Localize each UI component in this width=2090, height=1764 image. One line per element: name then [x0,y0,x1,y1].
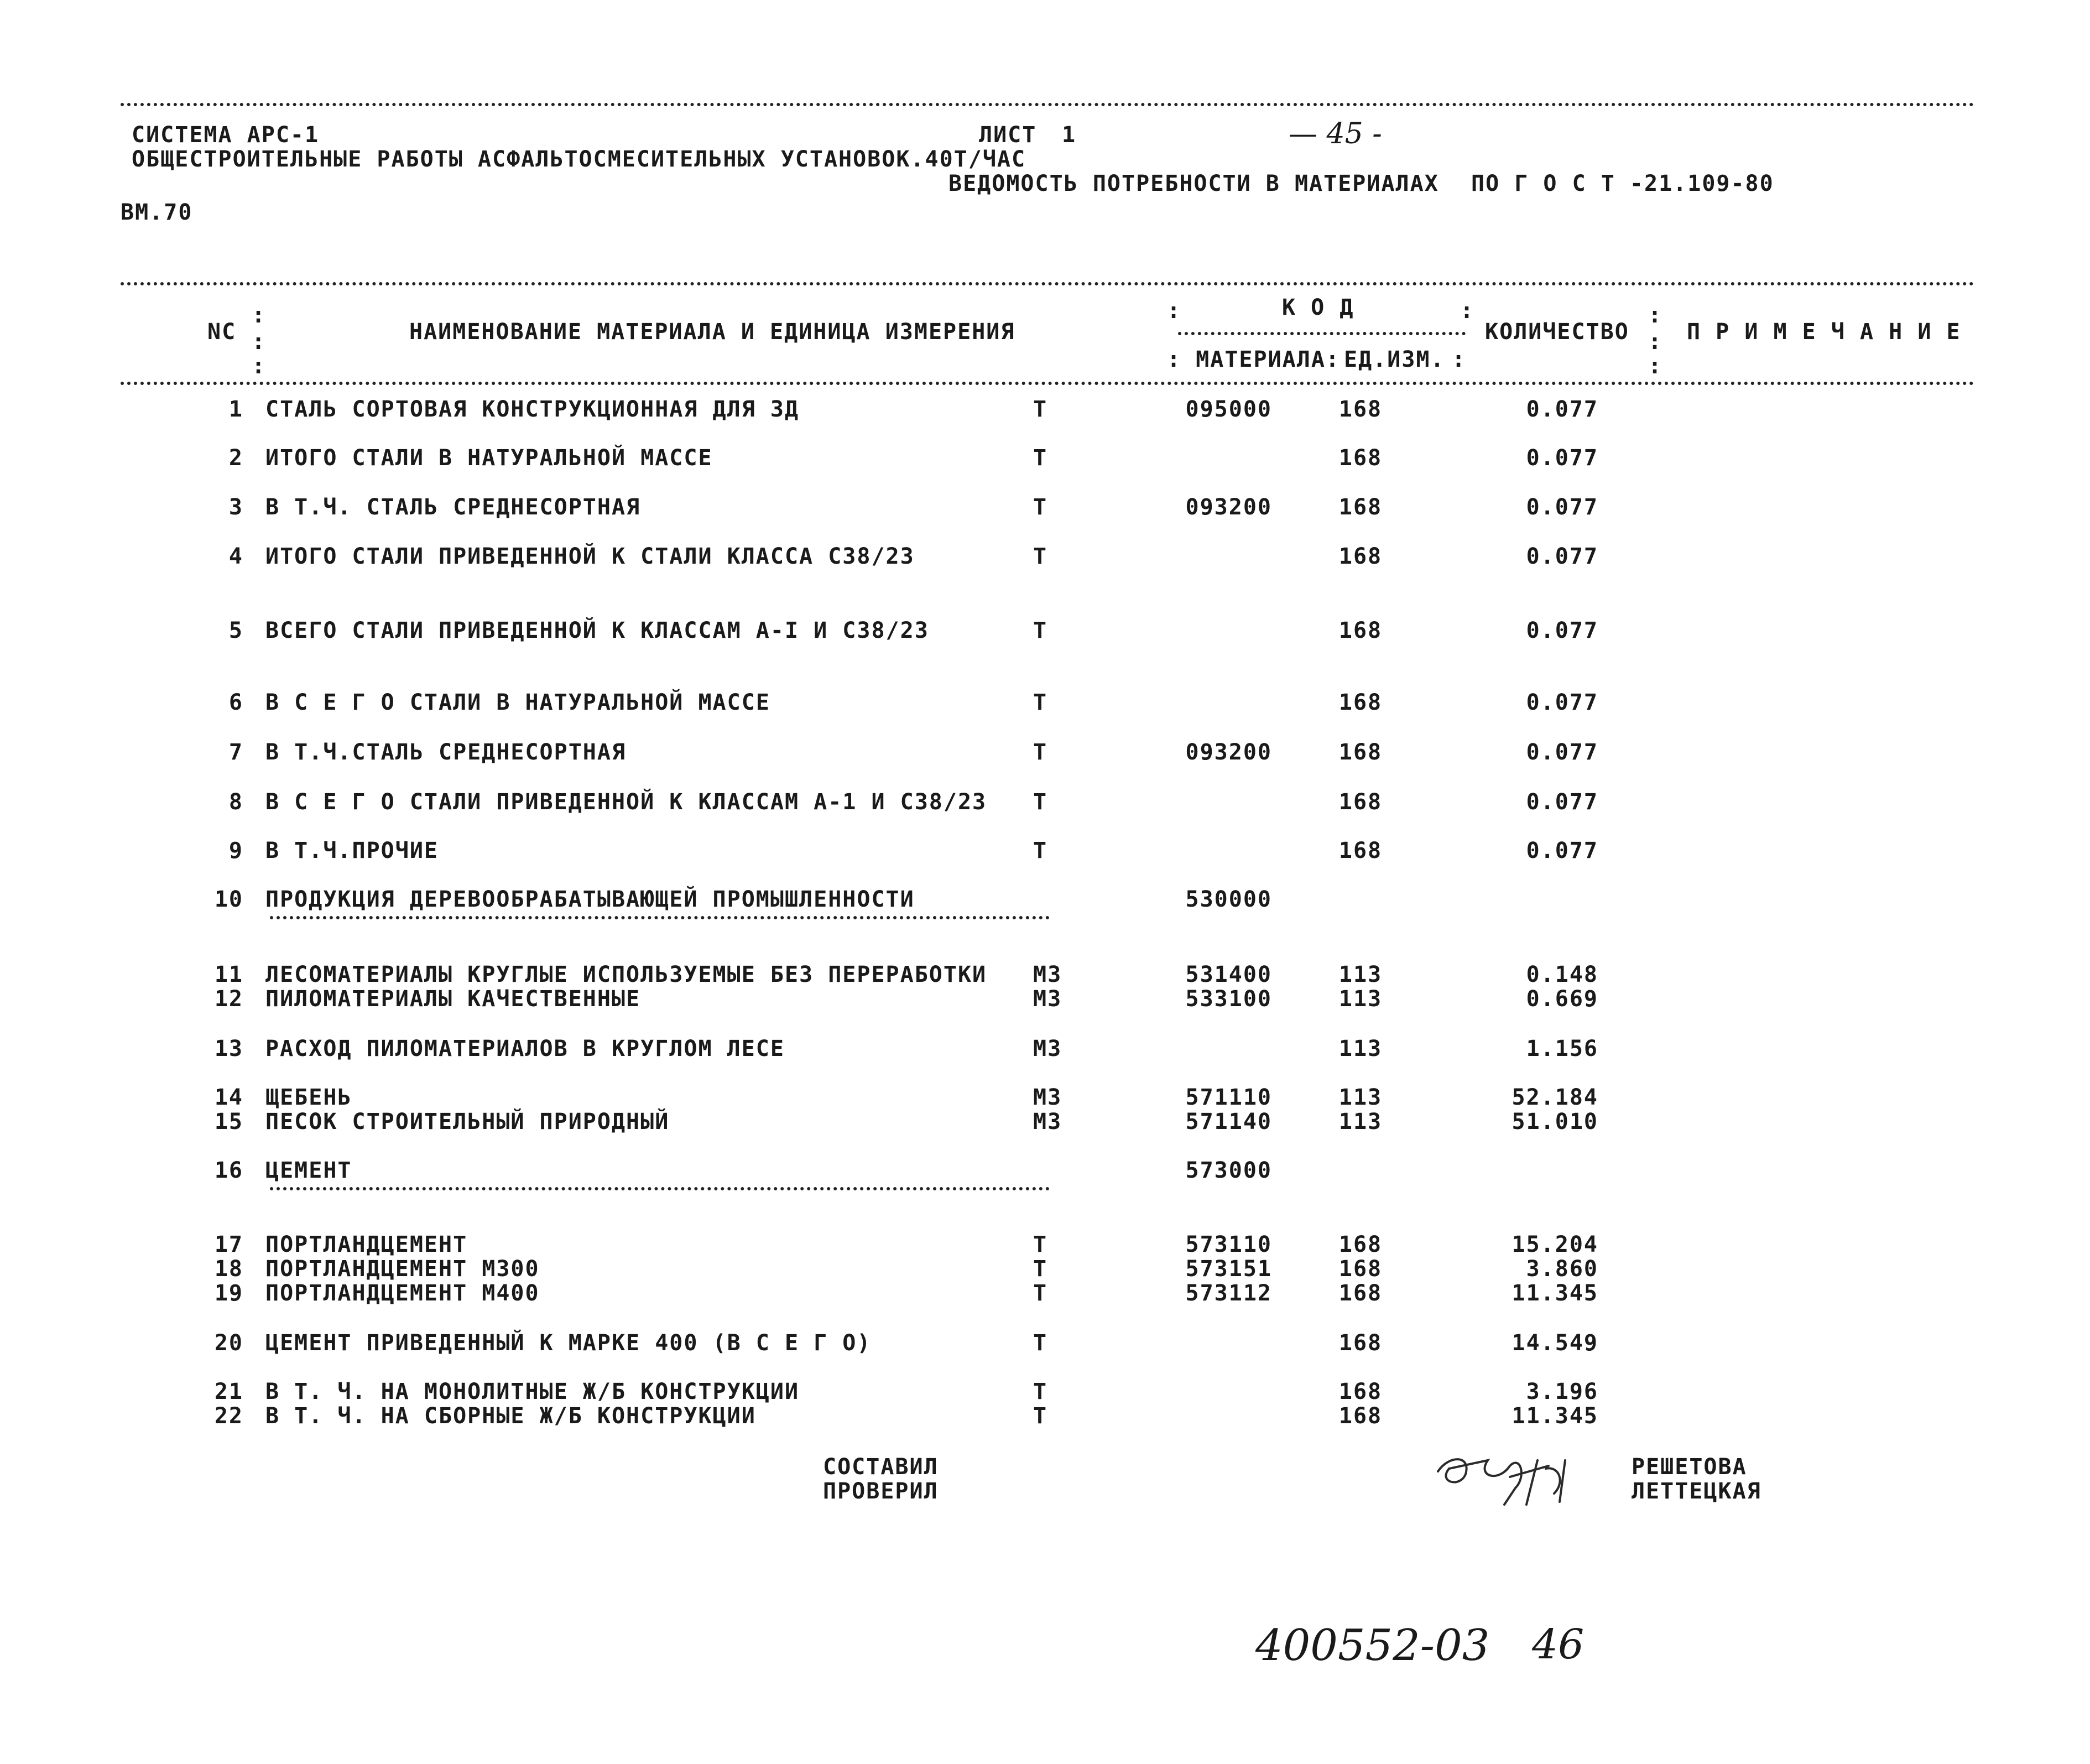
table-header-top-rule [121,282,1974,285]
unit-code: 168 [1338,1330,1383,1356]
material-name: ПРОДУКЦИЯ ДЕРЕВООБРАБАТЫВАЮЩЕЙ ПРОМЫШЛЕННОСТИ [265,887,915,912]
table-row [0,987,2090,1011]
quantity: 0.077 [1526,544,1598,569]
material-code: 573000 [1185,1158,1272,1183]
material-name: РАСХОД ПИЛОМАТЕРИАЛОВ В КРУГЛОМ ЛЕСЕ [265,1036,785,1061]
table-row [0,1110,2090,1134]
material-name: ПОРТЛАНДЦЕМЕНТ [265,1232,468,1257]
table-row [0,544,2090,569]
unit: Т [1033,789,1048,815]
quantity: 0.077 [1526,789,1598,815]
unit-code: 113 [1338,1085,1383,1110]
material-code: 093200 [1185,740,1272,765]
table-row [0,397,2090,422]
quantity: 0.148 [1526,962,1598,987]
material-name: ПЕСОК СТРОИТЕЛЬНЫЙ ПРИРОДНЫЙ [265,1109,670,1135]
row-number: 5 [228,618,243,643]
checked-label: ПРОВЕРИЛ [823,1479,939,1504]
unit: М3 [1033,962,1062,987]
unit-code: 168 [1338,1379,1383,1404]
unit-code: 113 [1338,1109,1383,1135]
material-name: В Т.Ч.СТАЛЬ СРЕДНЕСОРТНАЯ [265,740,627,765]
material-code: 571110 [1185,1085,1272,1110]
unit: Т [1033,544,1048,569]
unit-code: 168 [1338,690,1383,715]
table-row [0,690,2090,715]
unit: Т [1033,445,1048,471]
material-code: 530000 [1185,887,1272,912]
material-name: ИТОГО СТАЛИ ПРИВЕДЕННОЙ К СТАЛИ КЛАССА С38/23 [265,544,915,569]
row-number: 18 [214,1256,243,1282]
table-row [0,839,2090,863]
table-row [0,1331,2090,1355]
unit: Т [1033,618,1048,643]
document-title: ВЕДОМОСТЬ ПОТРЕБНОСТИ В МАТЕРИАЛАХ [948,171,1439,196]
material-name: ВСЕГО СТАЛИ ПРИВЕДЕННОЙ К КЛАССАМ А-I И С38/23 [265,618,929,643]
top-border-rule [121,103,1974,106]
material-code: 095000 [1185,397,1272,422]
unit: Т [1033,397,1048,422]
handwritten-signature [1427,1444,1582,1516]
table-row [0,1257,2090,1281]
col-separator: : [1648,353,1663,379]
unit-code: 168 [1338,1256,1383,1282]
unit-code: 113 [1338,1036,1383,1061]
unit: Т [1033,1232,1048,1257]
quantity: 0.077 [1526,838,1598,863]
checked-name: ЛЕТТЕЦКАЯ [1632,1479,1761,1504]
row-number: 19 [214,1281,243,1306]
col-separator: : [1167,298,1182,324]
unit-code: 168 [1338,1281,1383,1306]
table-row [0,446,2090,470]
section-underline [270,1187,1050,1190]
table-row [0,495,2090,519]
row-number: 11 [214,962,243,987]
col-header-material: : МАТЕРИАЛА: [1167,347,1341,372]
table-row [0,790,2090,814]
material-name: ЩЕБЕНЬ [265,1085,352,1110]
material-name: В С Е Г О СТАЛИ ПРИВЕДЕННОЙ К КЛАССАМ А-1 И С38/23 [265,789,987,815]
table-row [0,887,2090,912]
row-number: 2 [228,445,243,471]
quantity: 11.345 [1512,1281,1598,1306]
table-row [0,1281,2090,1305]
unit: М3 [1033,1085,1062,1110]
document-number: 400552-03 [1255,1621,1490,1671]
col-header-note: П Р И М Е Ч А Н И Е [1687,319,1961,345]
table-row [0,1085,2090,1110]
quantity: 3.196 [1526,1379,1598,1404]
row-number: 12 [214,986,243,1012]
material-code: 531400 [1185,962,1272,987]
unit-code: 113 [1338,986,1383,1012]
quantity: 0.669 [1526,986,1598,1012]
table-row [0,1404,2090,1428]
material-name: ИТОГО СТАЛИ В НАТУРАЛЬНОЙ МАССЕ [265,445,713,471]
sheet-number: 1 [1062,122,1077,148]
page-number: 46 [1532,1621,1585,1668]
row-number: 13 [214,1036,243,1061]
material-name: ЦЕМЕНТ ПРИВЕДЕННЫЙ К МАРКЕ 400 (В С Е Г О) [265,1330,872,1356]
material-name: В Т.Ч.ПРОЧИЕ [265,838,439,863]
material-code: 573110 [1185,1232,1272,1257]
row-number: 8 [228,789,243,815]
row-number: 1 [228,397,243,422]
material-name: ПОРТЛАНДЦЕМЕНТ М400 [265,1281,540,1306]
material-code: 573112 [1185,1281,1272,1306]
material-name: В Т.Ч. СТАЛЬ СРЕДНЕСОРТНАЯ [265,495,641,520]
col-separator: : [252,303,267,328]
section-underline [270,916,1050,919]
table-row [0,740,2090,764]
row-number: 3 [228,495,243,520]
material-name: В Т. Ч. НА СБОРНЫЕ Ж/Б КОНСТРУКЦИИ [265,1403,756,1429]
table-row [0,962,2090,987]
material-name: СТАЛЬ СОРТОВАЯ КОНСТРУКЦИОННАЯ ДЛЯ ЗД [265,397,800,422]
col-header-name: НАИМЕНОВАНИЕ МАТЕРИАЛА И ЕДИНИЦА ИЗМЕРЕНИЯ [409,319,1015,345]
unit-code: 168 [1338,1403,1383,1429]
table-row [0,1232,2090,1257]
col-header-material-label: МАТЕРИАЛА [1196,347,1326,372]
col-separator: : [252,353,267,379]
col-header-unit-code: ЕД.ИЗМ. [1344,347,1445,372]
quantity: 0.077 [1526,495,1598,520]
unit: Т [1033,690,1048,715]
col-separator: : [1460,298,1475,324]
compiled-label: СОСТАВИЛ [823,1454,939,1480]
quantity: 51.010 [1512,1109,1598,1135]
quantity: 0.077 [1526,690,1598,715]
material-name: В Т. Ч. НА МОНОЛИТНЫЕ Ж/Б КОНСТРУКЦИИ [265,1379,800,1404]
row-number: 4 [228,544,243,569]
col-header-nc: NC [207,319,237,345]
col-header-code: К О Д [1282,295,1354,320]
gost-reference: ПО Г О С Т -21.109-80 [1471,171,1774,196]
material-code: 573151 [1185,1256,1272,1282]
row-number: 7 [228,740,243,765]
row-number: 22 [214,1403,243,1429]
row-number: 16 [214,1158,243,1183]
unit: М3 [1033,986,1062,1012]
quantity: 3.860 [1526,1256,1598,1282]
table-row [0,618,2090,643]
material-code: 533100 [1185,986,1272,1012]
quantity: 52.184 [1512,1085,1598,1110]
page-mark: — 45 - [1289,117,1382,150]
quantity: 14.549 [1512,1330,1598,1356]
table-header-bottom-rule [121,382,1974,385]
quantity: 0.077 [1526,740,1598,765]
unit: Т [1033,1256,1048,1282]
row-number: 20 [214,1330,243,1356]
quantity: 11.345 [1512,1403,1598,1429]
col-separator: : [1648,303,1663,328]
compiled-name: РЕШЕТОВА [1632,1454,1747,1480]
unit: Т [1033,838,1048,863]
quantity: 1.156 [1526,1036,1598,1061]
code-group-rule [1178,332,1466,335]
material-code: 571140 [1185,1109,1272,1135]
table-row [0,1037,2090,1061]
document-code: ВМ.70 [121,200,193,225]
unit-code: 168 [1338,618,1383,643]
table-row [0,1380,2090,1404]
quantity: 0.077 [1526,445,1598,471]
unit: М3 [1033,1036,1062,1061]
quantity: 0.077 [1526,397,1598,422]
row-number: 15 [214,1109,243,1135]
row-number: 21 [214,1379,243,1404]
col-separator: : [1452,347,1467,372]
unit: Т [1033,740,1048,765]
project-title: ОБЩЕСТРОИТЕЛЬНЫЕ РАБОТЫ АСФАЛЬТОСМЕСИТЕЛЬНЫХ УСТАНОВОК.40Т/ЧАС [132,147,1026,172]
material-name: ПИЛОМАТЕРИАЛЫ КАЧЕСТВЕННЫЕ [265,986,641,1012]
unit-code: 168 [1338,789,1383,815]
unit-code: 168 [1338,544,1383,569]
unit: М3 [1033,1109,1062,1135]
material-code: 093200 [1185,495,1272,520]
material-name: В С Е Г О СТАЛИ В НАТУРАЛЬНОЙ МАССЕ [265,690,770,715]
unit: Т [1033,1379,1048,1404]
unit-code: 168 [1338,1232,1383,1257]
row-number: 14 [214,1085,243,1110]
row-number: 17 [214,1232,243,1257]
col-header-quantity: КОЛИЧЕСТВО [1485,319,1629,345]
row-number: 9 [228,838,243,863]
system-name: СИСТЕМА АРС-1 [132,122,320,148]
table-row [0,1158,2090,1183]
material-name: ПОРТЛАНДЦЕМЕНТ М300 [265,1256,540,1282]
col-separator: : [1648,329,1663,355]
quantity: 15.204 [1512,1232,1598,1257]
unit-code: 113 [1338,962,1383,987]
unit: Т [1033,1330,1048,1356]
row-number: 10 [214,887,243,912]
unit-code: 168 [1338,397,1383,422]
unit: Т [1033,1281,1048,1306]
unit-code: 168 [1338,838,1383,863]
material-name: ЛЕСОМАТЕРИАЛЫ КРУГЛЫЕ ИСПОЛЬЗУЕМЫЕ БЕЗ ПЕРЕРАБОТКИ [265,962,987,987]
material-name: ЦЕМЕНТ [265,1158,352,1183]
row-number: 6 [228,690,243,715]
unit-code: 168 [1338,445,1383,471]
sheet-label: ЛИСТ [979,122,1037,148]
unit: Т [1033,495,1048,520]
unit: Т [1033,1403,1048,1429]
quantity: 0.077 [1526,618,1598,643]
unit-code: 168 [1338,740,1383,765]
unit-code: 168 [1338,495,1383,520]
col-separator: : [252,329,267,355]
